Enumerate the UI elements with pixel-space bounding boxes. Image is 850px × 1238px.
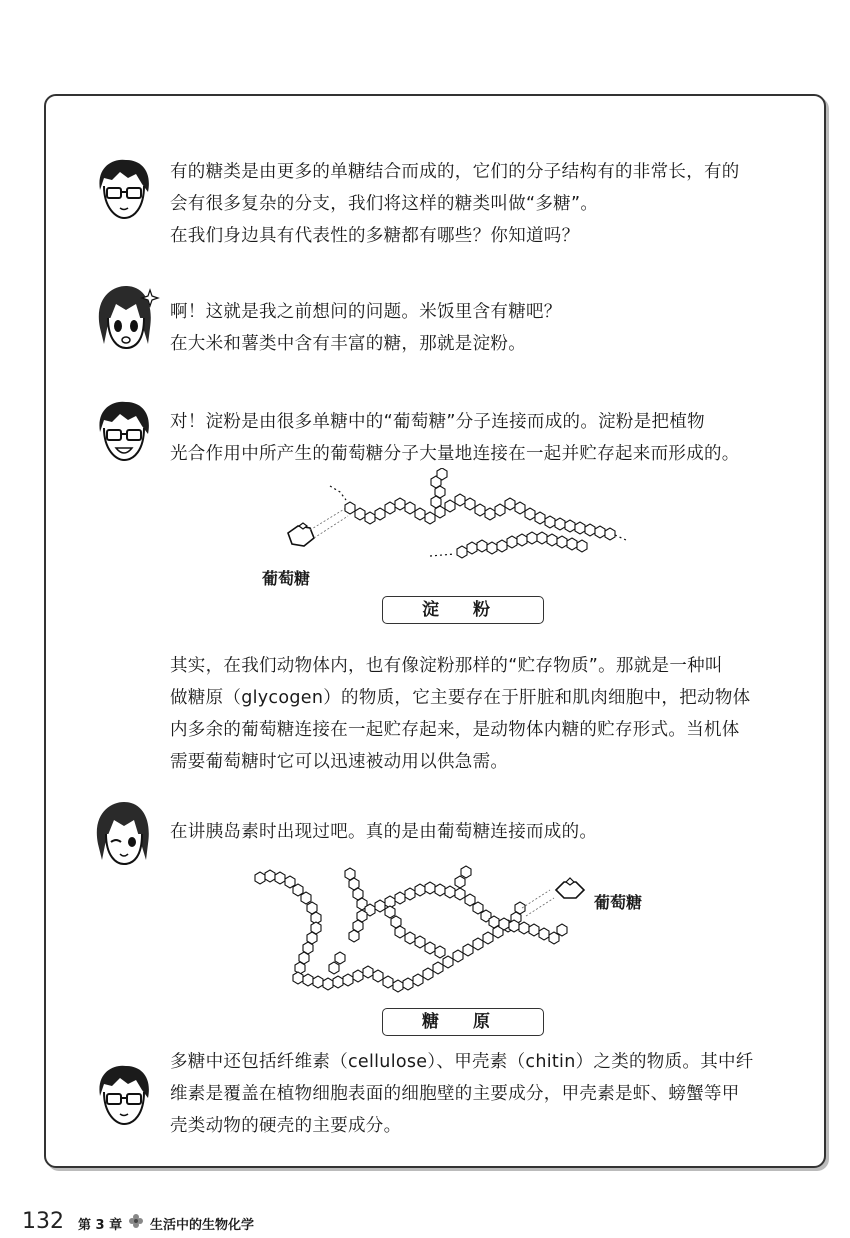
paragraph-insulin bbox=[170, 816, 597, 848]
teacher-avatar-icon bbox=[92, 156, 156, 222]
text-line: 在大米和薯类中含有丰富的糖，那就是淀粉。 bbox=[170, 334, 526, 354]
text-line: 需要葡萄糖时它可以迅速被动用以供急需。 bbox=[170, 752, 509, 772]
chapter-title: 生活中的生物化学 bbox=[150, 1218, 255, 1233]
teacher-avatar-icon bbox=[92, 398, 156, 464]
text-line: 做糖原（glycogen）的物质，它主要存在于肝脏和肌肉细胞中，把动物体 bbox=[170, 688, 751, 708]
glycogen-top-chain bbox=[255, 870, 525, 992]
student-avatar-icon bbox=[90, 800, 158, 870]
paragraph-question bbox=[170, 296, 562, 360]
text-line: 壳类动物的硬壳的主要成分。 bbox=[170, 1116, 402, 1136]
text-line: 有的糖类是由更多的单糖结合而成的，它们的分子结构有的非常长，有的 bbox=[170, 162, 740, 182]
content-frame bbox=[44, 94, 826, 1168]
teacher-avatar-icon bbox=[92, 1062, 156, 1128]
glucose-label: 葡萄糖 bbox=[262, 569, 311, 588]
paragraph-glycogen bbox=[170, 650, 750, 778]
glycogen-caption: 糖 原 bbox=[382, 1008, 544, 1036]
chapter-label: 第 3 章 bbox=[78, 1218, 123, 1233]
text-line: 在讲胰岛素时出现过吧。真的是由葡萄糖连接而成的。 bbox=[170, 822, 598, 842]
page-number: 132 bbox=[22, 1209, 64, 1234]
text-line: 维素是覆盖在植物细胞表面的细胞壁的主要成分，甲壳素是虾、螃蟹等甲 bbox=[170, 1084, 740, 1104]
text-line: 在我们身边具有代表性的多糖都有哪些？你知道吗？ bbox=[170, 226, 580, 246]
starch-chain-diagram bbox=[270, 468, 640, 578]
text-line: 光合作用中所产生的葡萄糖分子大量地连接在一起并贮存起来而形成的。 bbox=[170, 444, 740, 464]
paragraph-intro bbox=[170, 156, 740, 252]
text-line: 内多余的葡萄糖连接在一起贮存起来，是动物体内糖的贮存形式。当机体 bbox=[170, 720, 740, 740]
glycogen-network-diagram bbox=[250, 864, 600, 1004]
chapter-flower-icon bbox=[128, 1213, 144, 1229]
text-line: 会有很多复杂的分支，我们将这样的糖类叫做“多糖”。 bbox=[170, 194, 599, 214]
glucose-label: 葡萄糖 bbox=[594, 893, 643, 912]
starch-caption: 淀 粉 bbox=[382, 596, 544, 624]
student-avatar-icon bbox=[92, 284, 160, 356]
text-line: 其实，在我们动物体内，也有像淀粉那样的“贮存物质”。那就是一种叫 bbox=[170, 656, 723, 676]
starch-lower-chain bbox=[457, 532, 587, 558]
text-line: 对！淀粉是由很多单糖中的“葡萄糖”分子连接而成的。淀粉是把植物 bbox=[170, 412, 705, 432]
paragraph-cellulose bbox=[170, 1046, 754, 1142]
text-line: 多糖中还包括纤维素（cellulose）、甲壳素（chitin）之类的物质。其中纤 bbox=[170, 1052, 754, 1072]
paragraph-starch bbox=[170, 406, 740, 470]
text-line: 啊！这就是我之前想问的问题。米饭里含有糖吧？ bbox=[170, 302, 562, 322]
starch-main-chain bbox=[345, 494, 615, 540]
starch-branch bbox=[431, 468, 447, 508]
